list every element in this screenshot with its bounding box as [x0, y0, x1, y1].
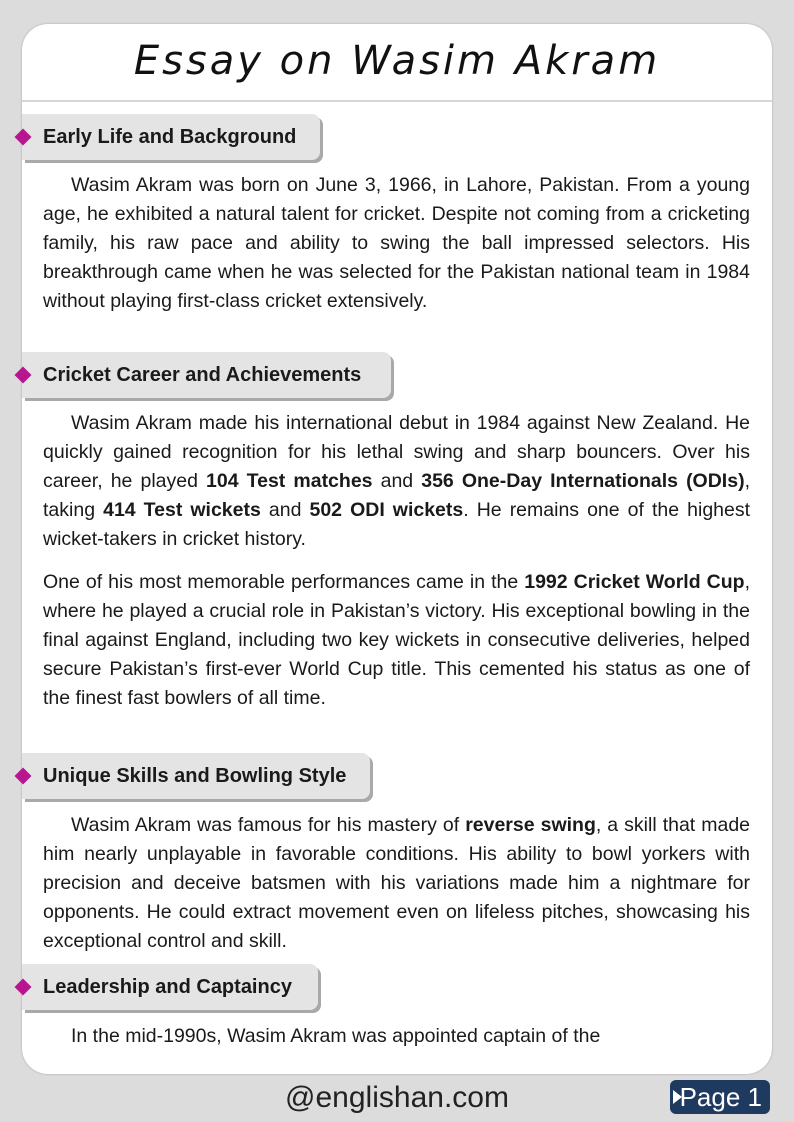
diamond-bullet-icon [15, 129, 32, 146]
text-run: Wasim Akram was born on June 3, 1966, in Lahore, Pakistan. From a young age, he exhibited a natural talent for cricket. Despite not coming from a cricketing family, his raw pace and ability to swing the ball impressed selectors. His breakthrough came when he was selected for the Pakistan national team in 1984 without playing first-class cricket extensively. [43, 174, 750, 312]
text-run: , taking [43, 470, 750, 521]
section-heading-label: Leadership and Captaincy [43, 976, 292, 998]
section-heading-label: Cricket Career and Achievements [43, 364, 362, 386]
section-heading-label: Early Life and Background [43, 126, 297, 148]
diamond-bullet-icon [15, 768, 32, 785]
bold-text: 414 Test wickets [103, 499, 261, 521]
footer-website: @englishan.com [285, 1081, 509, 1114]
section-heading-cricket-career [22, 352, 391, 398]
section-heading-label: Unique Skills and Bowling Style [43, 765, 347, 787]
bold-text: reverse swing [465, 814, 596, 836]
section-heading-leadership [22, 964, 318, 1010]
paragraph [43, 171, 750, 316]
text-run: Wasim Akram made his international debut in 1984 against New Zealand. He quickly gained recognition for his lethal swing and sharp bouncers. Over his career, he played [43, 412, 750, 492]
bold-text: 502 ODI wickets [309, 499, 464, 521]
section-heading-early-life [22, 114, 320, 160]
essay-card [22, 24, 772, 1074]
bold-text: 104 Test matches [206, 470, 373, 492]
bold-text: 1992 Cricket World Cup [524, 571, 745, 593]
paragraph [43, 1022, 750, 1051]
text-run: . He remains one of the highest wicket-takers in cricket history. [43, 499, 751, 550]
diamond-bullet-icon [15, 367, 32, 384]
section-heading-unique-skills [22, 753, 370, 799]
text-run: and [372, 470, 422, 492]
bold-text: 356 One-Day Internationals (ODIs) [421, 470, 745, 492]
paragraph [43, 811, 750, 956]
page-number-badge [670, 1080, 770, 1114]
text-run: In the mid-1990s, Wasim Akram was appointed captain of the [71, 1025, 601, 1047]
text-run: Wasim Akram was famous for his mastery of [71, 814, 466, 836]
text-run: , a skill that made him nearly unplayable in favorable conditions. His ability to bowl yorkers with precision and deceive batsmen with his variations made him a nightmare for opponents. He could extract movement even on lifeless pitches, showcasing his exceptional control and skill. [43, 814, 751, 952]
diamond-bullet-icon [15, 979, 32, 996]
paragraph [43, 409, 750, 554]
page-label: Page 1 [679, 1082, 762, 1112]
text-run: One of his most memorable performances came in the [43, 571, 525, 593]
paragraph [43, 568, 750, 713]
arrow-right-icon [673, 1090, 682, 1104]
text-run: and [260, 499, 310, 521]
text-run: , where he played a crucial role in Pakistan’s victory. His exceptional bowling in the final against England, including two key wickets in consecutive deliveries, helped secure Pakistan’s first-ever World Cup title. This cemented his status as one of the finest fast bowlers of all time. [43, 571, 750, 709]
page-title: Essay on Wasim Akram [22, 24, 772, 102]
